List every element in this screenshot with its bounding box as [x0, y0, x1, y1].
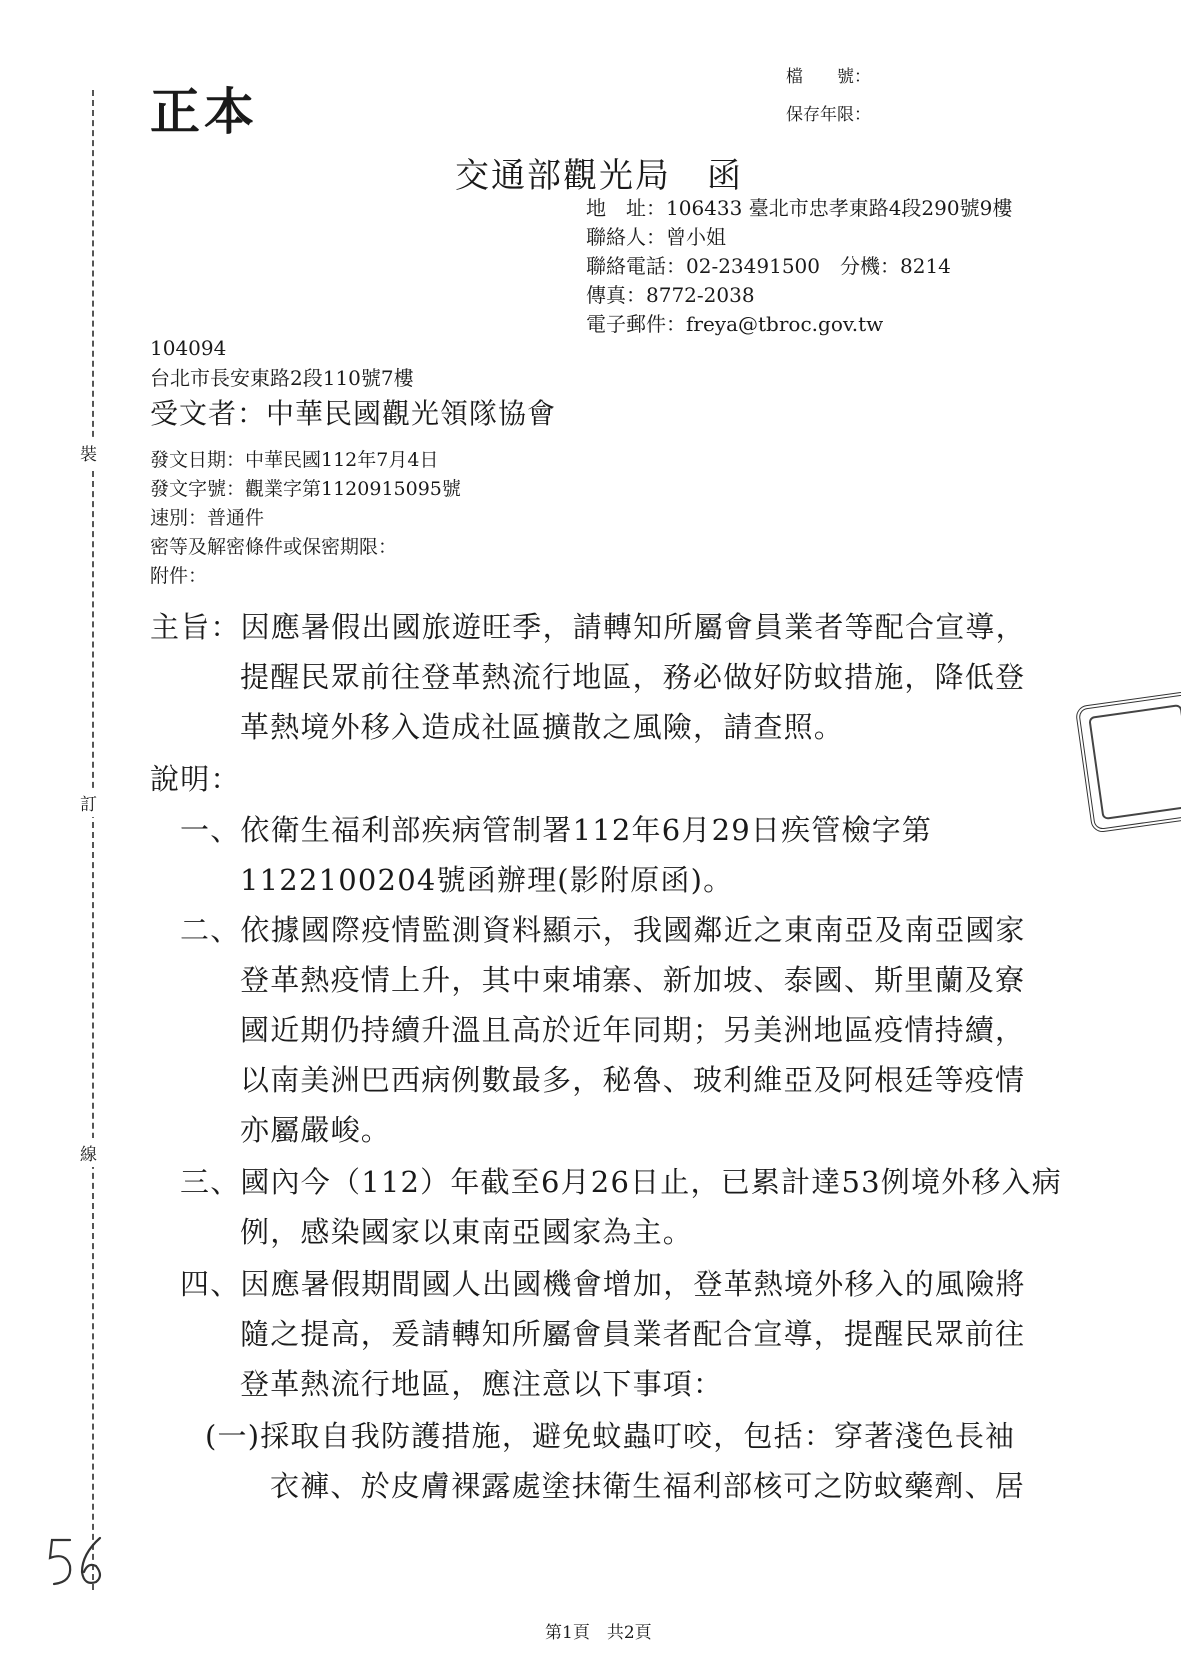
page-footer: 第1頁 共2頁	[545, 1623, 652, 1643]
attachments: 附件：	[150, 565, 208, 587]
contact-person: 聯絡人：曾小姐	[586, 225, 726, 249]
item-line: 一、依衛生福利部疾病管制署112年6月29日疾管檢字第	[180, 813, 933, 847]
receiver-postal-code: 104094	[150, 336, 227, 360]
document-number: 發文字號：觀業字第1120915095號	[150, 478, 461, 500]
contact-fax: 傳真：8772-2038	[586, 283, 755, 307]
issue-date: 發文日期：中華民國112年7月4日	[150, 449, 439, 471]
item-line: (一)採取自我防護措施，避免蚊蟲叮咬，包括：穿著淺色長袖	[205, 1419, 1016, 1453]
item-line: 三、國內今（112）年截至6月26日止，已累計達53例境外移入病	[180, 1165, 1063, 1199]
item-line: 以南美洲巴西病例數最多，秘魯、玻利維亞及阿根廷等疫情	[240, 1063, 1026, 1097]
subject-line: 主旨：因應暑假出國旅遊旺季，請轉知所屬會員業者等配合宣導，	[150, 610, 1026, 644]
document-title: 交通部觀光局 函	[455, 156, 743, 196]
binding-mark-ding: 訂	[80, 788, 97, 817]
recipient: 受文者：中華民國觀光領隊協會	[150, 397, 557, 430]
item-line: 登革熱疫情上升，其中柬埔寨、新加坡、泰國、斯里蘭及寮	[240, 963, 1026, 997]
security-level: 密等及解密條件或保密期限：	[150, 536, 398, 558]
speed-class: 速別：普通件	[150, 507, 265, 529]
file-number-label: 檔 號：	[786, 67, 871, 87]
item-line: 亦屬嚴峻。	[240, 1113, 392, 1147]
official-seal	[1075, 690, 1181, 833]
contact-address: 地 址：106433 臺北市忠孝東路4段290號9樓	[586, 196, 1013, 220]
contact-email: 電子郵件：freya@tbroc.gov.tw	[586, 312, 884, 336]
binding-mark-xian: 線	[80, 1138, 97, 1167]
contact-phone: 聯絡電話：02-23491500 分機：8214	[586, 254, 951, 278]
item-line: 1122100204號函辦理(影附原函)。	[240, 863, 734, 897]
item-line: 四、因應暑假期間國人出國機會增加，登革熱境外移入的風險將	[180, 1267, 1026, 1301]
copy-mark: 正本	[150, 82, 258, 141]
subject-line: 提醒民眾前往登革熱流行地區，務必做好防蚊措施，降低登	[240, 660, 1026, 694]
binding-mark-zhuang: 裝	[80, 438, 97, 467]
item-line: 國近期仍持續升溫且高於近年同期；另美洲地區疫情持續，	[240, 1013, 1026, 1047]
binding-line	[92, 90, 94, 1590]
item-line: 隨之提高，爰請轉知所屬會員業者配合宣導，提醒民眾前往	[240, 1317, 1026, 1351]
handwritten-page-note	[42, 1532, 112, 1596]
subject-line: 革熱境外移入造成社區擴散之風險，請查照。	[240, 710, 845, 744]
item-line: 衣褲、於皮膚裸露處塗抹衛生福利部核可之防蚊藥劑、居	[270, 1469, 1026, 1503]
receiver-address: 台北市長安東路2段110號7樓	[150, 366, 414, 390]
explanation-label: 說明：	[150, 762, 241, 796]
item-line: 登革熱流行地區，應注意以下事項：	[240, 1367, 724, 1401]
item-line: 例，感染國家以東南亞國家為主。	[240, 1215, 694, 1249]
item-line: 二、依據國際疫情監測資料顯示，我國鄰近之東南亞及南亞國家	[180, 913, 1026, 947]
retention-label: 保存年限：	[786, 105, 871, 125]
